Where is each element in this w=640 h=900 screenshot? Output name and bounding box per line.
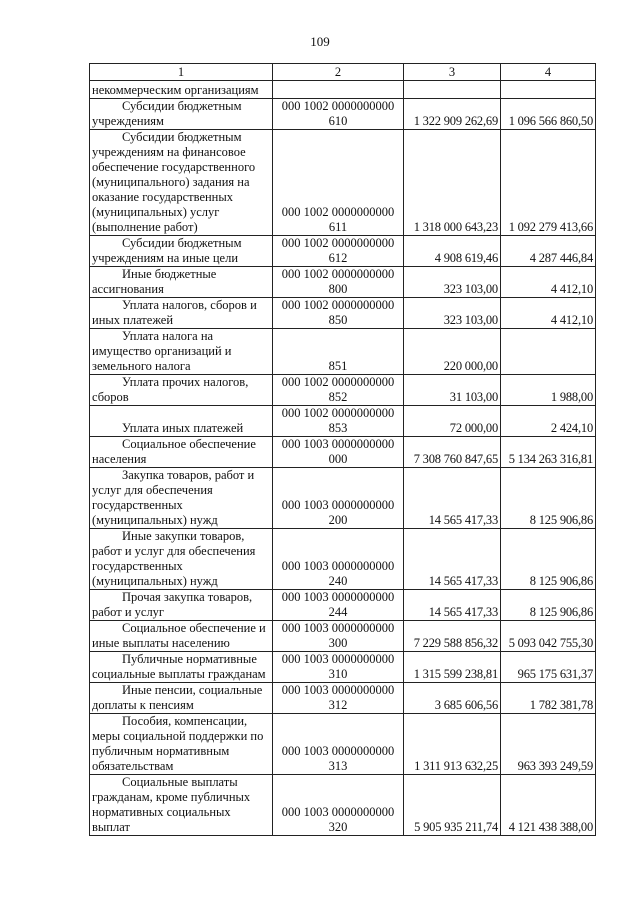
budget-code-classifier: 000 1003 0000000000: [281, 805, 395, 819]
item-name-cell: [90, 298, 273, 329]
item-name-first-line: Публичные нормативные: [122, 652, 257, 666]
amount-column-3: 4 908 619,46: [404, 236, 501, 267]
item-name-cell: [90, 683, 273, 714]
budget-code-expense-type: 240: [328, 574, 348, 588]
item-name-continuation: сборов: [92, 390, 129, 404]
item-name-continuation: учреждениям: [92, 114, 164, 128]
item-name-first-line: Уплата налога на: [122, 329, 214, 343]
budget-code-classifier: 000 1003 0000000000: [281, 621, 395, 635]
budget-code-cell: [273, 236, 404, 267]
item-name-first-line: Иные закупки товаров,: [122, 529, 245, 543]
budget-code-classifier: 000 1002 0000000000: [281, 205, 395, 219]
budget-code-classifier: 000 1002 0000000000: [281, 267, 395, 281]
amount-column-3: 14 565 417,33: [404, 468, 501, 529]
table-row: [90, 775, 596, 836]
budget-code-cell: [273, 130, 404, 236]
item-name-continuation: населения: [92, 452, 147, 466]
table-row: [90, 714, 596, 775]
item-name-cell: [90, 236, 273, 267]
amount-column-3: 1 315 599 238,81: [404, 652, 501, 683]
amount-column-3: 220 000,00: [404, 329, 501, 375]
item-name-continuation: работ и услуг для обеспечения государственных (муниципальных) нужд: [92, 544, 256, 588]
budget-code-classifier: 000 1003 0000000000: [281, 590, 395, 604]
budget-code-classifier: 000 1002 0000000000: [281, 406, 395, 420]
budget-code-cell: [273, 714, 404, 775]
table-row: [90, 99, 596, 130]
amount-column-4: 2 424,10: [501, 406, 596, 437]
table-row: [90, 81, 596, 99]
item-name-cell: [90, 267, 273, 298]
amount-column-4: 1 096 566 860,50: [501, 99, 596, 130]
item-name-continuation: доплаты к пенсиям: [92, 698, 194, 712]
item-name-cell: [90, 375, 273, 406]
table-row: [90, 236, 596, 267]
amount-column-4: [501, 329, 596, 375]
item-name-first-line: Закупка товаров, работ и: [122, 468, 255, 482]
amount-column-3: [404, 81, 501, 99]
budget-code-expense-type: 800: [328, 282, 348, 296]
amount-column-3: 5 905 935 211,74: [404, 775, 501, 836]
table-row: [90, 468, 596, 529]
amount-column-4: 5 093 042 755,30: [501, 621, 596, 652]
item-name-first-line: Субсидии бюджетным: [122, 236, 242, 250]
budget-code-classifier: 000 1002 0000000000: [281, 298, 395, 312]
budget-code-cell: [273, 621, 404, 652]
amount-column-4: 5 134 263 316,81: [501, 437, 596, 468]
header-cell-1: 1: [90, 64, 273, 81]
amount-column-4: 1 988,00: [501, 375, 596, 406]
item-name-continuation: ассигнования: [92, 282, 164, 296]
amount-column-3: 72 000,00: [404, 406, 501, 437]
item-name-cell: [90, 329, 273, 375]
budget-code-expense-type: 850: [328, 313, 348, 327]
budget-code-classifier: 000 1003 0000000000: [281, 559, 395, 573]
budget-code-classifier: 000 1003 0000000000: [281, 437, 395, 451]
header-cell-4: 4: [501, 64, 596, 81]
item-name-cell: [90, 406, 273, 437]
budget-code-cell: [273, 529, 404, 590]
item-name-first-line: Уплата налогов, сборов и: [122, 298, 257, 312]
amount-column-3: 1 311 913 632,25: [404, 714, 501, 775]
amount-column-3: 14 565 417,33: [404, 590, 501, 621]
item-name-continuation: иных платежей: [92, 313, 174, 327]
budget-code-cell: [273, 329, 404, 375]
table-row: [90, 437, 596, 468]
header-cell-3: 3: [404, 64, 501, 81]
budget-code-classifier: 000 1002 0000000000: [281, 99, 395, 113]
item-name-first-line: Социальное обеспечение: [122, 437, 256, 451]
item-name-continuation: социальные выплаты гражданам: [92, 667, 266, 681]
item-name-cell: [90, 437, 273, 468]
item-name-cell: [90, 99, 273, 130]
item-name-cell: [90, 529, 273, 590]
item-name-first-line: Социальные выплаты: [122, 775, 238, 789]
item-name-cell: [90, 714, 273, 775]
budget-code-expense-type: 853: [328, 421, 348, 435]
item-name-cell: [90, 590, 273, 621]
amount-column-3: 7 308 760 847,65: [404, 437, 501, 468]
budget-code-cell: [273, 437, 404, 468]
amount-column-3: 323 103,00: [404, 267, 501, 298]
amount-column-4: 4 412,10: [501, 267, 596, 298]
budget-code-expense-type: 310: [328, 667, 348, 681]
table-row: [90, 621, 596, 652]
amount-column-3: 3 685 606,56: [404, 683, 501, 714]
item-name-first-line: Иные бюджетные: [122, 267, 217, 281]
table-row: [90, 298, 596, 329]
table-row: [90, 406, 596, 437]
budget-code-classifier: 000 1002 0000000000: [281, 375, 395, 389]
item-name-cell: [90, 775, 273, 836]
budget-code-classifier: 000 1003 0000000000: [281, 498, 395, 512]
budget-code-expense-type: 200: [328, 513, 348, 527]
item-name-first-line: Иные пенсии, социальные: [122, 683, 263, 697]
amount-column-3: 323 103,00: [404, 298, 501, 329]
item-name-continuation: работ и услуг: [92, 605, 165, 619]
item-name-first-line: Субсидии бюджетным: [122, 130, 242, 144]
table-row: [90, 652, 596, 683]
table-row: [90, 529, 596, 590]
budget-code-expense-type: 611: [328, 220, 348, 234]
budget-code-expense-type: 300: [328, 636, 348, 650]
budget-code-cell: [273, 590, 404, 621]
amount-column-4: 1 092 279 413,66: [501, 130, 596, 236]
item-name-continuation: имущество организаций и земельного налога: [92, 344, 232, 373]
amount-column-3: 7 229 588 856,32: [404, 621, 501, 652]
budget-code-classifier: 000 1002 0000000000: [281, 236, 395, 250]
budget-code-cell: [273, 81, 404, 99]
budget-code-cell: [273, 468, 404, 529]
item-name-continuation: иные выплаты населению: [92, 636, 230, 650]
page-number: 109: [310, 34, 330, 49]
budget-code-expense-type: 852: [328, 390, 348, 404]
item-name-cell: [90, 621, 273, 652]
budget-code-expense-type: 612: [328, 251, 348, 265]
budget-code-cell: [273, 652, 404, 683]
item-name-first-line: Социальное обеспечение и: [122, 621, 266, 635]
budget-code-expense-type: 313: [328, 759, 348, 773]
table-row: [90, 329, 596, 375]
budget-code-cell: [273, 406, 404, 437]
budget-code-expense-type: 610: [328, 114, 348, 128]
budget-code-expense-type: 244: [328, 605, 348, 619]
budget-code-classifier: 000 1003 0000000000: [281, 652, 395, 666]
amount-column-4: 8 125 906,86: [501, 468, 596, 529]
item-name-first-line: Субсидии бюджетным: [122, 99, 242, 113]
amount-column-3: 1 322 909 262,69: [404, 99, 501, 130]
budget-code-expense-type: 320: [328, 820, 348, 834]
budget-code-cell: [273, 683, 404, 714]
amount-column-4: 4 121 438 388,00: [501, 775, 596, 836]
item-name-first-line: Пособия, компенсации,: [122, 714, 248, 728]
amount-column-4: 4 412,10: [501, 298, 596, 329]
item-name-cell: [90, 81, 273, 99]
budget-table: [89, 63, 596, 836]
header-cell-2: 2: [273, 64, 404, 81]
budget-code-expense-type: 312: [328, 698, 348, 712]
item-name-cell: [90, 468, 273, 529]
budget-code-cell: [273, 99, 404, 130]
item-name-continuation: услуг для обеспечения государственных (муниципальных) нужд: [92, 483, 218, 527]
budget-code-classifier: 000 1003 0000000000: [281, 744, 395, 758]
amount-column-4: 8 125 906,86: [501, 590, 596, 621]
item-name-continuation: некоммерческим организациям: [92, 83, 259, 97]
amount-column-3: 1 318 000 643,23: [404, 130, 501, 236]
table-row: [90, 130, 596, 236]
budget-code-cell: [273, 267, 404, 298]
table-row: [90, 590, 596, 621]
budget-code-expense-type: 851: [328, 359, 348, 373]
budget-code-classifier: 000 1003 0000000000: [281, 683, 395, 697]
item-name-first-line: Прочая закупка товаров,: [122, 590, 253, 604]
amount-column-4: 8 125 906,86: [501, 529, 596, 590]
amount-column-4: 1 782 381,78: [501, 683, 596, 714]
budget-code-cell: [273, 375, 404, 406]
budget-code-expense-type: 000: [328, 452, 348, 466]
header-row: [90, 64, 596, 81]
table-row: [90, 375, 596, 406]
item-name-cell: [90, 130, 273, 236]
item-name-continuation: меры социальной поддержки по публичным нормативным обязательствам: [92, 729, 264, 773]
amount-column-4: [501, 81, 596, 99]
budget-code-cell: [273, 775, 404, 836]
item-name-first-line: Уплата иных платежей: [122, 421, 244, 435]
amount-column-3: 31 103,00: [404, 375, 501, 406]
item-name-cell: [90, 652, 273, 683]
table-row: [90, 683, 596, 714]
amount-column-3: 14 565 417,33: [404, 529, 501, 590]
table-row: [90, 267, 596, 298]
amount-column-4: 965 175 631,37: [501, 652, 596, 683]
item-name-first-line: Уплата прочих налогов,: [122, 375, 249, 389]
amount-column-4: 4 287 446,84: [501, 236, 596, 267]
item-name-continuation: гражданам, кроме публичных нормативных социальных выплат: [92, 790, 251, 834]
item-name-continuation: учреждениям на иные цели: [92, 251, 239, 265]
budget-code-cell: [273, 298, 404, 329]
item-name-continuation: учреждениям на финансовое обеспечение государственного (муниципального) задания на оказание государственных (муниципальных) услуг (выполнение работ): [92, 145, 256, 234]
amount-column-4: 963 393 249,59: [501, 714, 596, 775]
